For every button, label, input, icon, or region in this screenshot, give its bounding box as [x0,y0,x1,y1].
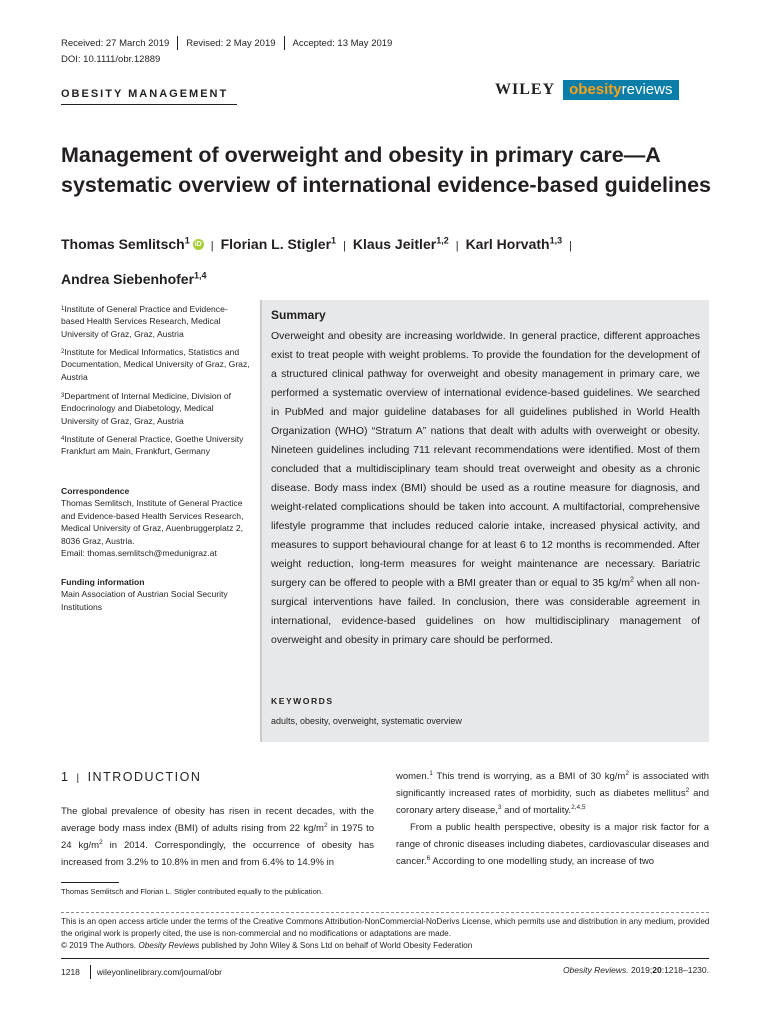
footer-left [61,965,222,979]
journal-logo: obesityreviews [563,80,678,100]
revised-date: Revised: 2 May 2019 [186,37,276,49]
intro-left-column: The global prevalence of obesity has risen in recent decades, with the average body mass index (BMI) of adults rising from 22 $kg/m^2$ in 1975 to 24 $kg/m^2$ in 2014. Correspondingly, the occurrence of obesity has increased from 3.2% to 10.8% in men and from 6.4% to 14.9% in [61,806,375,868]
intro-right-column [396,768,709,870]
doi[interactable]: DOI: 10.1111/obr.12889 [61,54,161,65]
introduction-heading: 1 | INTRODUCTION [61,770,202,784]
footer-rule [61,958,709,959]
affiliation: $^3$Department of Internal Medicine, Division of Endocrinology and Diabetology, Medical University of Graz, Graz, Austria [61,391,232,426]
summary-heading: Summary [271,308,326,322]
keywords: adults, obesity, overweight, systematic overview [271,716,462,726]
correspondence-text: Thomas Semlitsch, Institute of General Practice and Evidence-based Health Services Research, Medical University of Graz, Auenbruggerplatz 2, 8036 Graz, Austria. [61,498,244,546]
article-title: Management of overweight and obesity in primary care—A systematic overview of international evidence-based guidelines [61,143,711,197]
correspondence-email[interactable]: Email: thomas.semlitsch@medunigraz.at [61,548,217,559]
affiliation: $^4$Institute of General Practice, Goethe University Frankfurt am Main, Frankfurt, Germany [61,434,244,457]
section-label: OBESITY MANAGEMENT [61,88,229,100]
section-rule [61,104,237,105]
correspondence [61,485,251,559]
author[interactable]: Andrea Siebenhofer$^{1,4}$ [61,270,207,288]
affiliation: $^1$Institute of General Practice and Evidence-based Health Services Research, Medical University of Graz, Graz, Austria [61,304,228,339]
accepted-date: Accepted: 13 May 2019 [292,37,393,49]
journal-url[interactable]: wileyonlinelibrary.com/journal/obr [96,967,222,977]
copyright: © 2019 The Authors. Obesity Reviews published by John Wiley & Sons Ltd on behalf of World Obesity Federation [61,941,473,950]
affiliation: $^2$Institute for Medical Informatics, Statistics and Documentation, Medical University of Graz, Graz, Austria [61,347,250,382]
paragraph: women.$^1$ This trend is worrying, as a BMI of 30 $kg/m^2$ is associated with significantly increased rates of morbidity, such as diabetes mellitus$^2$ and coronary artery disease,$^3$ and of mortality.$^{2,4,5}$ [396,769,709,816]
received-date: Received: 27 March 2019 [61,37,170,49]
brand-logos [495,80,679,100]
author[interactable]: Florian L. Stigler$^1$ [220,235,337,252]
license-text: This is an open access article under the terms of the Creative Commons Attribution-NonCommercial-NoDerivs License, which permits use and distribution in any medium, provided the original work is properly cited, the use is non-commercial and no modifications or adaptations are made. [61,917,710,938]
author[interactable]: Thomas Semlitsch$^1$ [61,235,190,252]
page-number: 1218 [61,967,80,977]
orcid-icon[interactable]: iD [194,241,202,249]
license-divider [61,912,709,913]
paragraph: From a public health perspective, obesity is a major risk factor for a range of chronic diseases including diabetes, cardiovascular diseases and cancer.$^6$ According to one modelling study, an increase of two [396,822,709,867]
author-list: Thomas Semlitsch$^1$ iD | Florian L. Stigler$^1$ | Klaus Jeitler$^{1,2}$ | Karl Horvath$^{1,3}$ | Andrea Siebenhofer$^{1,4}$ [61,235,572,288]
article-dates [61,36,392,50]
funding-text: Main Association of Austrian Social Security Institutions [61,589,228,612]
license [61,916,711,952]
citation: Obesity Reviews. 2019;20:1218–1230. [562,965,709,975]
footnote-rule [61,882,119,883]
summary-text: Overweight and obesity are increasing worldwide. In general practice, different approaches exist to treat people with weight problems. To provide the foundation for the development of a structured clinical pathway for overweight and obesity management in primary care, we performed a systematic overview of international evidence-based guidelines. We searched in PubMed and major guideline databases for all guidelines published in World Health Organization (WHO) “Stratum A” nations that dealt with adults with overweight or obesity. Nineteen guidelines including 711 relevant recommendations were identified. Most of them concluded that a multidisciplinary team should treat overweight and obesity as a chronic disease. Body mass index (BMI) should be used as a routine measure for diagnosis, and weight-related complications should be taken into account. A multifactorial, comprehensive lifestyle programme that includes reduced calorie intake, increased physical activity, and measures to support behavioural change for at least 6 to 12 months is recommended. After weight reduction, long-term measures for weight maintenance are necessary. Bariatric surgery can be offered to people with a BMI greater than or equal to 35 $kg/m^2$ when all non-surgical interventions have failed. In conclusion, there was considerable agreement in international, evidence-based guidelines on how multidisciplinary management of overweight and obesity in primary care should be performed. [271,330,700,646]
footnote: Thomas Semlitsch and Florian L. Stigler contributed equally to the publication. [61,887,324,896]
abstract-box [260,300,709,742]
wiley-logo: WILEY [495,81,556,98]
keywords-heading: KEYWORDS [271,696,334,706]
correspondence-heading: Correspondence [61,486,130,496]
author[interactable]: Karl Horvath$^{1,3}$ [465,235,563,252]
funding [61,576,251,613]
author[interactable]: Klaus Jeitler$^{1,2}$ [352,235,449,252]
funding-heading: Funding information [61,577,145,587]
